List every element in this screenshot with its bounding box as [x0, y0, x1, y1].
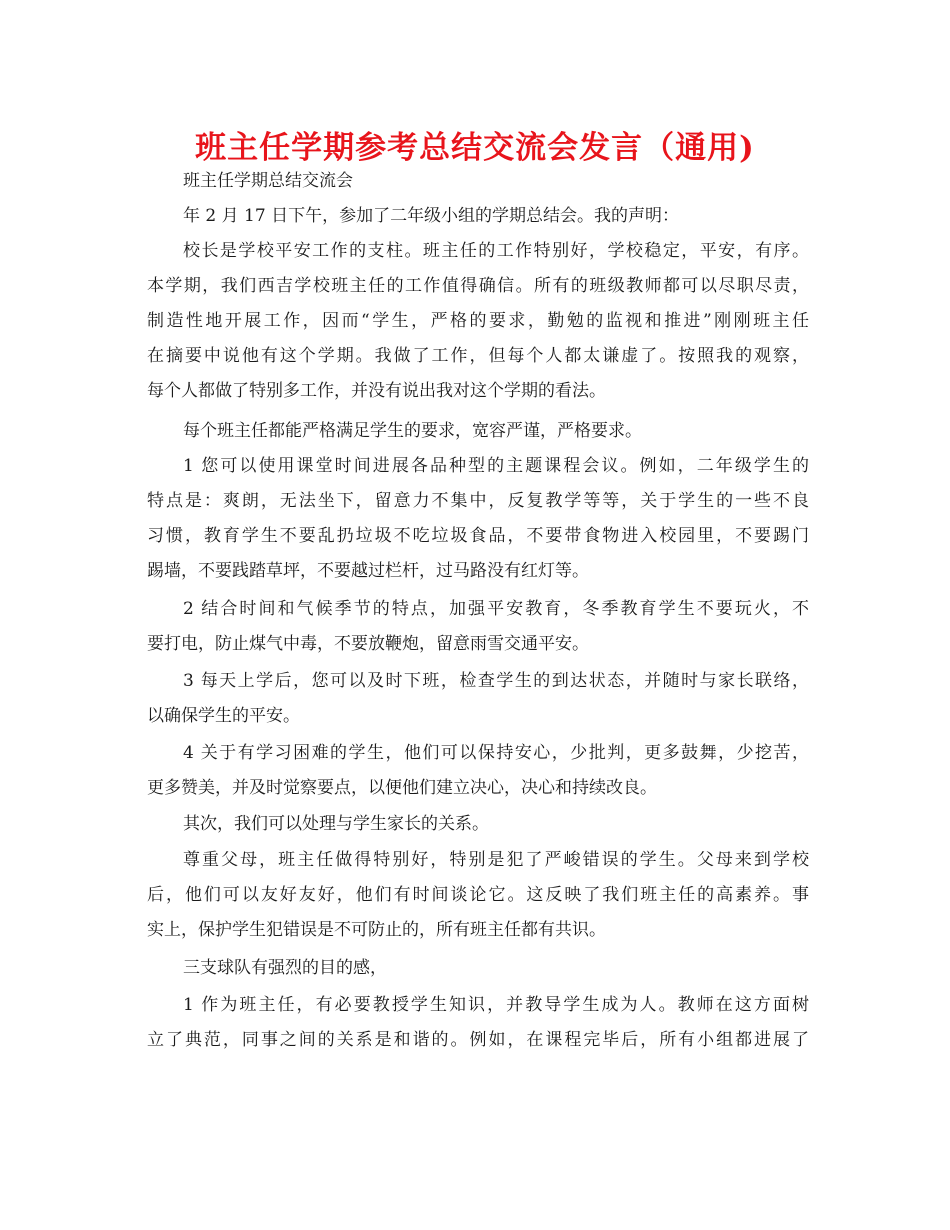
text-line: 特点是：爽朗，无法坐下，留意力不集中，反复教学等等，关于学生的一些不良 — [147, 491, 809, 511]
text-line: 实上，保护学生犯错误是不可防止的，所有班主任都有共识。 — [147, 920, 606, 940]
text-line: 本学期，我们西吉学校班主任的工作值得确信。所有的班级教师都可以尽职尽责， — [147, 276, 809, 296]
document-title: 班主任学期参考总结交流会发言（通用) — [195, 130, 755, 166]
text-line: 后，他们可以友好友好，他们有时间谈论它。这反映了我们班主任的高素养。事 — [147, 885, 809, 905]
text-line: 校长是学校平安工作的支柱。班主任的工作特别好，学校稳定，平安，有序。 — [183, 241, 809, 261]
text-line: 4 关于有学习困难的学生，他们可以保持安心，少批判，更多鼓舞，少挖苦， — [183, 743, 809, 763]
text-line: 立了典范，同事之间的关系是和谐的。例如，在课程完毕后，所有小组都进展了 — [147, 1030, 809, 1050]
text-line: 三支球队有强烈的目的感， — [183, 958, 387, 978]
text-line: 制造性地开展工作，因而“学生，严格的要求，勤勉的监视和推进”刚刚班主任 — [147, 311, 809, 331]
text-line: 1 作为班主任，有必要教授学生知识，并教导学生成为人。教师在这方面树 — [183, 995, 809, 1015]
text-line: 尊重父母，班主任做得特别好，特别是犯了严峻错误的学生。父母来到学校 — [183, 850, 809, 870]
text-line: 要打电，防止煤气中毒，不要放鞭炮，留意雨雪交通平安。 — [147, 634, 589, 654]
text-line: 踢墙，不要践踏草坪，不要越过栏杆，过马路没有红灯等。 — [147, 561, 589, 581]
text-line: 习惯，教育学生不要乱扔垃圾不吃垃圾食品，不要带食物进入校园里，不要踢门 — [147, 526, 809, 546]
text-line: 其次，我们可以处理与学生家长的关系。 — [183, 814, 489, 834]
text-line: 每个班主任都能严格满足学生的要求，宽容严谨，严格要求。 — [183, 421, 642, 441]
text-line: 更多赞美，并及时觉察要点，以便他们建立决心，决心和持续改良。 — [147, 778, 657, 798]
text-line: 3 每天上学后，您可以及时下班，检查学生的到达状态，并随时与家长联络， — [183, 671, 809, 691]
text-line: 在摘要中说他有这个学期。我做了工作，但每个人都太谦虚了。按照我的观察， — [147, 346, 809, 366]
text-line: 2 结合时间和气候季节的特点，加强平安教育，冬季教育学生不要玩火，不 — [183, 599, 809, 619]
text-line: 每个人都做了特别多工作，并没有说出我对这个学期的看法。 — [147, 381, 606, 401]
text-line: 班主任学期总结交流会 — [183, 171, 353, 191]
text-line: 以确保学生的平安。 — [147, 706, 300, 726]
text-line: 年 2 月 17 日下午，参加了二年级小组的学期总结会。我的声明： — [183, 206, 680, 226]
text-line: 1 您可以使用课堂时间进展各品种型的主题课程会议。例如，二年级学生的 — [183, 456, 809, 476]
